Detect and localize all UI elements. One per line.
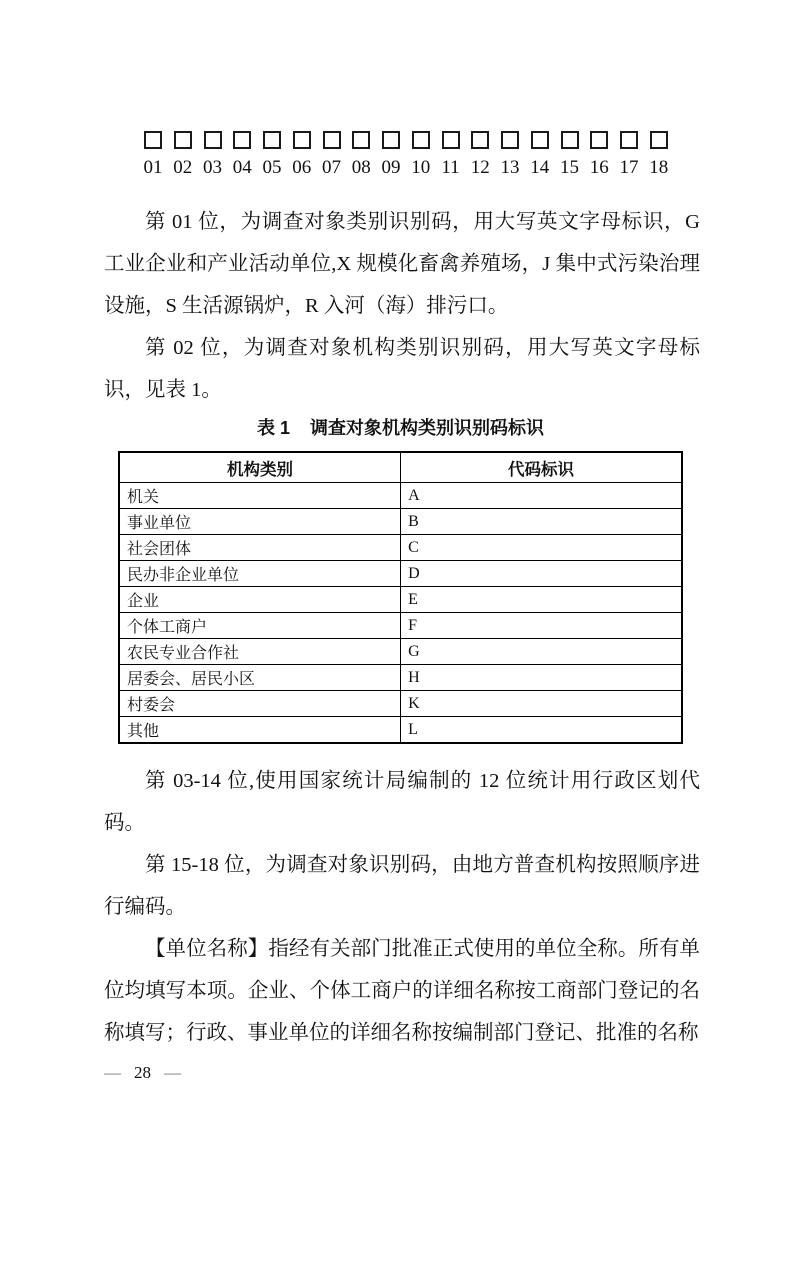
table-row	[119, 717, 682, 744]
code-checkbox-icon	[174, 131, 192, 149]
code-position-number: 01	[143, 157, 163, 178]
institution-code-table	[118, 451, 683, 744]
code-position-number: 03	[203, 157, 222, 178]
code-position-cell	[140, 131, 166, 180]
code-checkbox-icon	[590, 131, 608, 149]
code-checkbox-icon	[204, 131, 222, 149]
code-checkbox-icon	[263, 131, 281, 149]
code-letter-cell: H	[401, 665, 682, 691]
code-position-cell	[497, 131, 523, 180]
code-position-number: 12	[470, 157, 490, 178]
category-cell: 事业单位	[119, 509, 401, 535]
code-position-number: 05	[262, 157, 282, 178]
code-checkbox-icon	[144, 131, 162, 149]
code-checkbox-icon	[323, 131, 341, 149]
code-checkbox-icon	[412, 131, 430, 149]
code-position-cell	[319, 131, 345, 180]
code-position-cell	[438, 131, 464, 180]
code-checkbox-icon	[442, 131, 460, 149]
page-number: 28	[134, 1063, 151, 1082]
code-position-number: 15	[560, 157, 579, 178]
code-position-cell	[646, 131, 672, 180]
table-caption-title: 调查对象机构类别识别码标识	[310, 418, 544, 438]
code-position-number: 11	[441, 157, 460, 178]
table-row	[119, 691, 682, 717]
code-position-cell	[289, 131, 315, 180]
category-cell: 机关	[119, 483, 401, 509]
code-position-number: 06	[292, 157, 312, 178]
code-position-number: 10	[411, 157, 431, 178]
code-checkbox-icon	[561, 131, 579, 149]
code-position-number: 14	[530, 157, 550, 178]
paragraph-position-01: 第 01 位，为调查对象类别识别码，用大写英文字母标识，G 工业企业和产业活动单位,X 规模化畜禽养殖场，J 集中式污染治理设施，S 生活源锅炉，R 入河（海）排污口。	[104, 211, 700, 317]
table-body	[119, 483, 682, 744]
category-cell: 民办非企业单位	[119, 561, 401, 587]
table-row	[119, 587, 682, 613]
code-letter-cell: D	[401, 561, 682, 587]
code-position-number: 09	[381, 157, 401, 178]
page-footer	[104, 1062, 700, 1084]
code-position-number: 17	[619, 157, 639, 178]
code-position-cell	[170, 131, 196, 180]
footer-right-dash: —	[164, 1063, 181, 1082]
code-position-number: 08	[351, 157, 371, 178]
table-header-code: 代码标识	[401, 452, 682, 483]
code-position-number: 18	[649, 157, 669, 178]
footer-left-dash: —	[104, 1063, 121, 1082]
table-row	[119, 613, 682, 639]
code-letter-cell: C	[401, 535, 682, 561]
code-letter-cell: K	[401, 691, 682, 717]
paragraph-unit-name: 【单位名称】指经有关部门批准正式使用的单位全称。所有单位均填写本项。企业、个体工商户的详细名称按工商部门登记的名称填写；行政、事业单位的详细名称按编制部门登记、批准的名称	[104, 938, 700, 1044]
category-cell: 居委会、居民小区	[119, 665, 401, 691]
code-checkbox-icon	[233, 131, 251, 149]
category-cell: 村委会	[119, 691, 401, 717]
code-letter-cell: B	[401, 509, 682, 535]
table-row	[119, 483, 682, 509]
code-checkbox-icon	[650, 131, 668, 149]
code-letter-cell: E	[401, 587, 682, 613]
code-position-number: 13	[500, 157, 520, 178]
code-position-cell	[378, 131, 404, 180]
code-checkbox-icon	[501, 131, 519, 149]
code-position-cell	[408, 131, 434, 180]
code-position-cell	[259, 131, 285, 180]
code-position-strip	[140, 131, 672, 180]
code-position-number: 02	[173, 157, 193, 178]
document-page	[0, 131, 800, 1262]
table-row	[119, 509, 682, 535]
table-row	[119, 665, 682, 691]
table-caption	[118, 413, 683, 443]
table-row	[119, 561, 682, 587]
code-letter-cell: G	[401, 639, 682, 665]
paragraph-position-15-18: 第 15-18 位，为调查对象识别码，由地方普查机构按照顺序进行编码。	[104, 854, 700, 918]
code-position-number: 04	[232, 157, 252, 178]
category-cell: 社会团体	[119, 535, 401, 561]
code-position-cell	[348, 131, 374, 180]
table-caption-label: 表 1	[256, 418, 290, 438]
category-cell: 其他	[119, 717, 401, 744]
code-position-cell	[229, 131, 255, 180]
code-position-number: 07	[322, 157, 341, 178]
code-position-cell	[527, 131, 553, 180]
code-position-cell	[200, 131, 226, 180]
table-row	[119, 535, 682, 561]
code-checkbox-icon	[352, 131, 370, 149]
category-cell: 农民专业合作社	[119, 639, 401, 665]
category-cell: 个体工商户	[119, 613, 401, 639]
table-header-category: 机构类别	[119, 452, 401, 483]
code-position-cell	[467, 131, 493, 180]
category-cell: 企业	[119, 587, 401, 613]
code-checkbox-icon	[531, 131, 549, 149]
code-checkbox-icon	[620, 131, 638, 149]
code-letter-cell: L	[401, 717, 682, 744]
code-checkbox-icon	[382, 131, 400, 149]
paragraph-position-03-14: 第 03-14 位,使用国家统计局编制的 12 位统计用行政区划代码。	[104, 770, 700, 834]
paragraph-position-02: 第 02 位，为调查对象机构类别识别码，用大写英文字母标识，见表 1。	[104, 337, 700, 401]
code-position-cell	[616, 131, 642, 180]
code-checkbox-icon	[471, 131, 489, 149]
code-letter-cell: A	[401, 483, 682, 509]
table-row	[119, 639, 682, 665]
code-position-cell	[586, 131, 612, 180]
code-letter-cell: F	[401, 613, 682, 639]
code-checkbox-icon	[293, 131, 311, 149]
code-position-cell	[557, 131, 583, 180]
table-header-row	[119, 452, 682, 483]
code-position-number: 16	[589, 157, 609, 178]
